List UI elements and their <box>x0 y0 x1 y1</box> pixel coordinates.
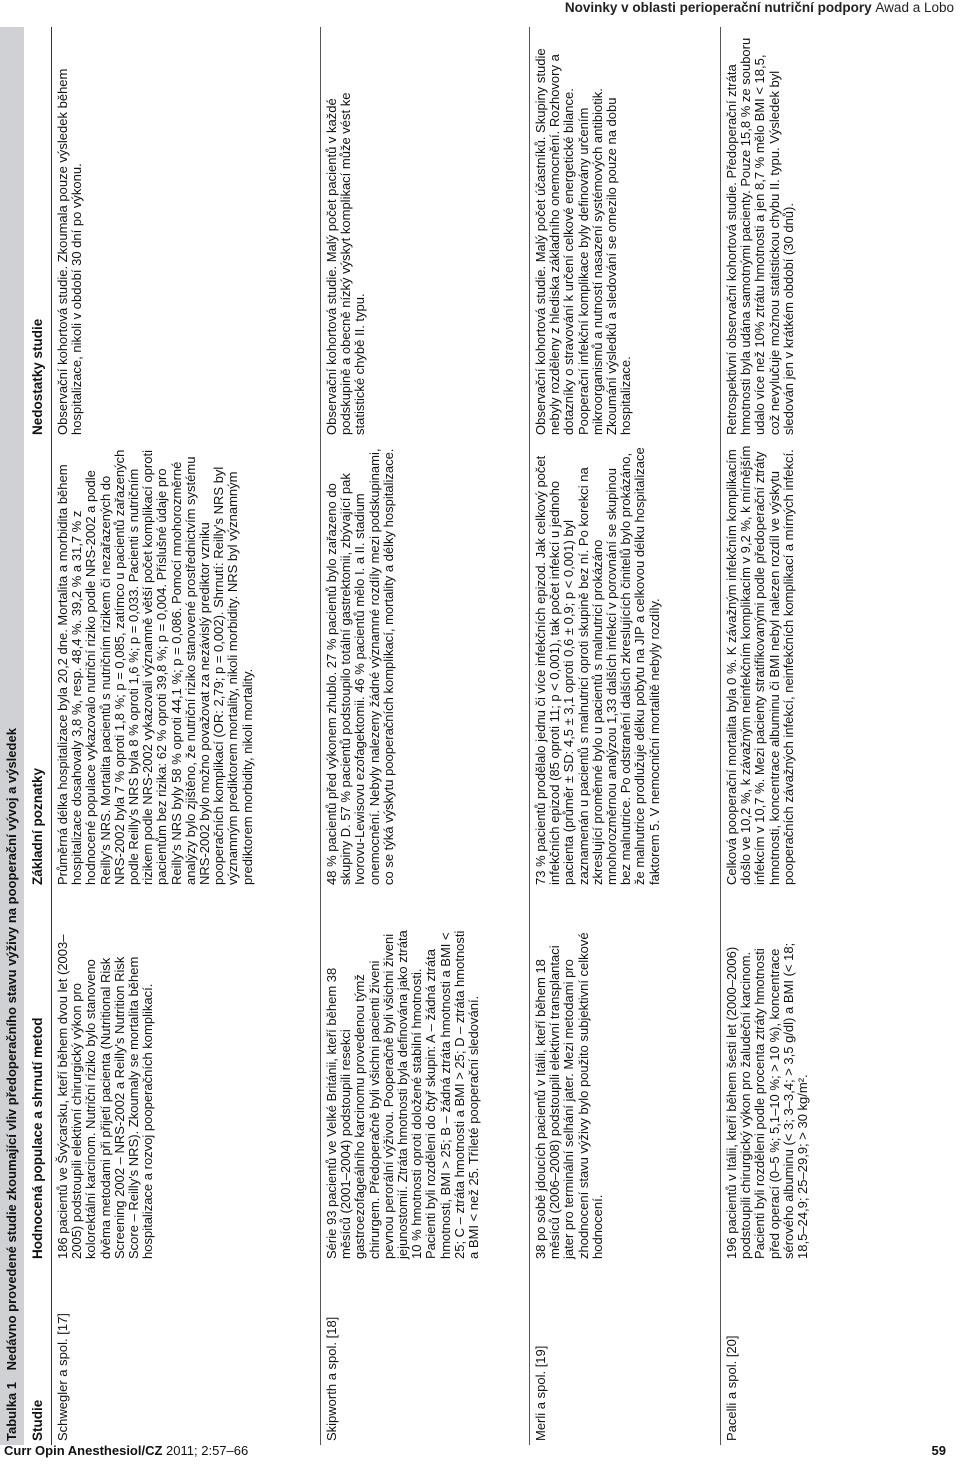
running-header <box>565 0 954 15</box>
column-header-limitations: Nedostatky studie <box>30 318 45 435</box>
study-cell: Merli a spol. [19] <box>533 1345 548 1441</box>
column-header-population: Hodnocená populace a shrnutí metod <box>30 1017 45 1259</box>
population-cell: 38 po sobě jdoucích pacientů v Itálii, kteří během 18 měsíců (2006–2008) podstoupili elektivní transplantaci jater pro terminální selhání jater. Mezi metodami pro zhodnocení stavu výživy bylo použito subjektivní celkové hodnocení. <box>533 932 605 1259</box>
table-row <box>721 27 921 1445</box>
population-cell: 196 pacientů v Itálii, kteří během šesti let (2000–2006) podstoupili chirurgický výkon pro žaludeční karcinom. Pacienti byli rozděleni podle procenta ztráty hmotnosti před operací (0–5 %; 5,1–10 %; > 10 %), koncentrace sérového albuminu (< 3; 3–3,4; > 3,5 g/dl) a BMI (< 18; 18,5–24,9; 25–29,9; > 30 kg/m². <box>724 942 811 1259</box>
study-cell: Pacelli a spol. [20] <box>724 1335 739 1441</box>
results-cell: 73 % pacientů prodělalo jednu či více infekčních epizod. Jak celkový počet infekčních epizod (85 oproti 11; p < 0,001), tak počet infekcí u jednoho pacienta (průměr ± SD: 4,5 ± 3,1 oproti 0,6 ± 0,9; p < 0,001) byl zaznamenán u pacientů s malnutricí oproti skupině bez ní. Po korekci na zkreslující proměnné bylo u pacientů s malnutricí prokázáno mnohorozměrnou analýzou 1,33 dalších infekcí v porovnání se skupinou bez malnutrice. Po odstranění dalších zkreslujících činitelů bylo prokázáno, že malnutrice prodlužuje délku pobytu na JIP a celkovou délku hospitalizace faktorem 5. V nemocniční mortalitě nebyly rozdíly. <box>533 447 662 885</box>
study-cell: Skipworth a spol. [18] <box>324 1316 339 1441</box>
table-title-bar <box>0 27 24 1445</box>
population-cell: 186 pacientů ve Švýcarsku, kteří během dvou let (2003–2005) podstoupili elektivní chirurgický výkon pro kolorektální karcinom. Nutriční riziko bylo stanoveno dvěma metodami při přijetí pacienta (Nutritional Risk Screening 2002 – NRS-2002 a Reilly's Nutrition Risk Score – Reilly's NRS). Zkoumaly se mortalita během hospitalizace a rozvoj pooperačních komplikací. <box>55 934 156 1259</box>
limitations-cell: Observační kohortová studie. Malý počet účastníků. Skupiny studie nebyly rozděleny z hlediska základního onemocnění. Rozhovory a dotazníky o stravování k určení celkové energetické bilance. Pooperační infekční komplikace byly definovány určením mikroorganismů a nutností nasazení systémových antibiotik. Zkoumání výsledků a sledování se omezilo pouze na dobu hospitalizace. <box>533 48 634 435</box>
column-header-results: Základní poznatky <box>30 767 45 885</box>
journal-citation <box>4 1443 248 1458</box>
journal-meta: 2011; 2:57–66 <box>166 1443 249 1458</box>
results-cell: Průměrná délka hospitalizace byla 20,2 dne. Mortalita a morbidita během hospitalizace dosahovaly 3,8 %, resp. 48,4 %. 39,2 % a 31,7 % z hodnocené populace vykazovalo nutriční riziko podle NRS-2002 a podle Reilly's NRS. Mortalita pacientů s nutričním rizikem či nezařazených do NRS-2002 byla 7 % oproti 1,8 %; p = 0,085, zatímco u pacientů zařazených podle Reilly's NRS byla 8 % oproti 1,6 %; p = 0,033. Pacienti s nutričním rizikem podle NRS-2002 vykazovali významně větší počet komplikací oproti pacientům bez rizika: 62 % oproti 39,8 %; p = 0,004. Příslušné údaje pro Reilly's NRS byly 58 % oproti 44,1 %; p = 0,086. Pomocí mnohorozměrné analýzy bylo zjištěno, že nutriční riziko stanovené prostřednictvím systému NRS-2002 bylo možno považovat za nezávislý prediktor vzniku pooperačních komplikací (OR: 2,79; p = 0,002). Shrnutí: Reilly's NRS byl významným prediktorem mortality, nikoli morbidity. NRS byl významným prediktorem morbidity, nikoli mortality. <box>55 449 255 885</box>
page-footer <box>0 1443 960 1463</box>
table-row <box>52 27 320 1445</box>
journal-name: Curr Opin Anesthesiol/CZ <box>4 1443 163 1458</box>
table-row <box>321 27 529 1445</box>
table-caption: Nedávno provedené studie zkoumající vliv předoperačního stavu výživy na pooperační vývoj a výsledek <box>4 728 19 1371</box>
results-cell: Celková pooperační mortalita byla 0 %. K závažným infekčním komplikacím došlo ve 10,2 %, k závažným neinfekčním komplikacím v 9,2 %, k mírnějším infekcím v 10,7 %. Mezi pacienty stratifikovanými podle předoperační ztráty hmotnosti, koncentrace albuminu či BMI nebyl nalezen rozdíl ve výskytu pooperačních závažných infekcí, neinfekčních komplikací a mírných infekcí. <box>724 445 796 885</box>
limitations-cell: Retrospektivní observační kohortová studie. Předoperační ztráta hmotnosti byla udána samotnými pacienty. Pouze 15,8 % ze souboru udalo více než 10% ztrátu hmotnosti a jen 8,7 % mělo BMI < 18,5, což nevylučuje možnou statistickou chybu II. typu. Výsledek byl sledován jen v krátkém období (30 dnů). <box>724 37 796 435</box>
rotated-table <box>0 27 960 1445</box>
study-cell: Schwegler a spol. [17] <box>55 1313 70 1441</box>
page-number: 59 <box>931 1443 946 1458</box>
running-authors: Awad a Lobo <box>875 0 954 15</box>
table-row <box>530 27 720 1445</box>
results-cell: 48 % pacientů před výkonem zhublo. 27 % pacientů bylo zařazeno do skupiny D. 57 % pacientů podstoupilo totální gastrektomii, zbývající pak Ivorovu-Lewisovu ezofagektomii. 46 % pacientů mělo I. a II. stadium onemocnění. Nebyly nalezeny žádné významné rozdíly mezi podskupinami, co se týká výskytu pooperačních komplikací, mortality a délky hospitalizace. <box>324 448 396 885</box>
table-label: Tabulka 1 <box>4 1381 19 1441</box>
column-header-study: Studie <box>30 1399 45 1441</box>
running-title: Novinky v oblasti perioperační nutriční podpory <box>564 0 872 15</box>
population-cell: Série 93 pacientů ve Velké Británii, kteří během 38 měsíců (2001–2004) podstoupili resekci gastroezofageálního karcinomu provedenou týmž chirurgem. Předoperačně byli všichni pacienti živeni pevnou perorální výživou. Pooperačně byli všichni živeni jejunostomií. Ztráta hmotnosti byla definována jako ztráta 10 % hmotnosti oproti doložené stabilní hmotnosti. Pacienti byli rozděleni do čtyř skupin: A – žádná ztráta hmotnosti, BMI > 25; B – žádná ztráta hmotnosti a BMI < 25; C – ztráta hmotnosti a BMI > 25; D – ztráta hmotnosti a BMI < než 25. Tříleté pooperační sledování. <box>324 930 482 1259</box>
limitations-cell: Observační kohortová studie. Malý počet pacientů v každé podskupině a obecně nízký výskyt komplikací může vést ke statistické chybě II. typu. <box>324 92 368 435</box>
limitations-cell: Observační kohortová studie. Zkoumala pouze výsledek během hospitalizace, nikoli v období 30 dní po výkonu. <box>55 68 85 435</box>
